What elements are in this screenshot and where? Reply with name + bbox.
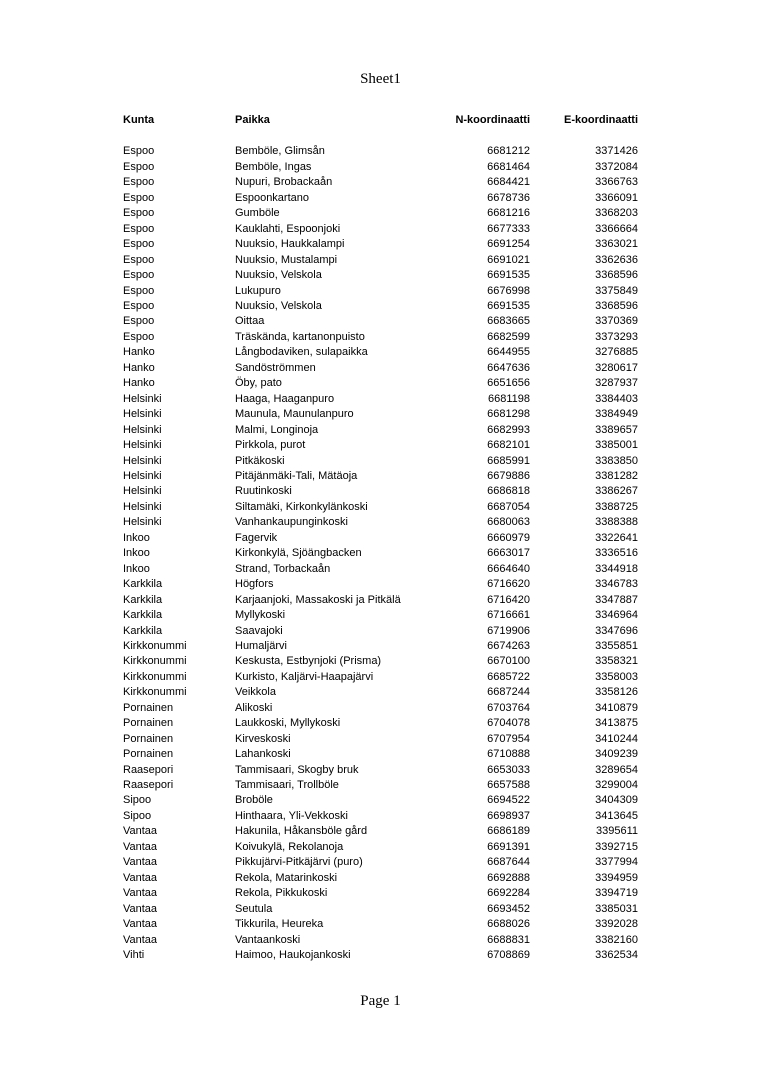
table-row [123,237,638,252]
cell-e_koordinaatti: 3386267 [595,485,638,498]
cell-kunta: Espoo [123,207,155,220]
cell-n_koordinaatti: 6692284 [487,887,530,900]
cell-kunta: Helsinki [123,500,162,513]
cell-n_koordinaatti: 6678736 [487,191,530,204]
cell-paikka: Strand, Torbackaån [235,562,331,575]
table-body [123,144,638,963]
cell-n_koordinaatti: 6684421 [487,176,530,189]
cell-e_koordinaatti: 3395611 [595,825,638,838]
cell-n_koordinaatti: 6681464 [487,160,530,173]
table-row [123,515,638,530]
cell-kunta: Espoo [123,160,155,173]
cell-e_koordinaatti: 3289654 [595,763,638,776]
table-row [123,407,638,422]
cell-paikka: Malmi, Longinoja [235,423,319,436]
cell-e_koordinaatti: 3389657 [595,423,638,436]
table-row [123,160,638,175]
cell-kunta: Pornainen [123,717,174,730]
table-row [123,716,638,731]
cell-kunta: Hanko [123,346,155,359]
cell-n_koordinaatti: 6691254 [487,238,530,251]
cell-n_koordinaatti: 6681198 [487,392,530,405]
table-row [123,840,638,855]
cell-n_koordinaatti: 6691535 [487,299,530,312]
cell-kunta: Helsinki [123,439,162,452]
cell-n_koordinaatti: 6660979 [487,531,530,544]
cell-paikka: Långbodaviken, sulapaikka [235,346,368,359]
cell-paikka: Öby, pato [235,377,282,390]
column-header-paikka: Paikka [235,114,270,126]
cell-paikka: Saavajoki [235,624,283,637]
cell-n_koordinaatti: 6687644 [487,856,530,869]
table-row [123,531,638,546]
table-row [123,809,638,824]
table-row [123,222,638,237]
cell-e_koordinaatti: 3368596 [595,269,638,282]
cell-kunta: Hanko [123,377,155,390]
cell-kunta: Karkkila [123,578,163,591]
cell-e_koordinaatti: 3358321 [595,655,638,668]
table-row [123,685,638,700]
cell-e_koordinaatti: 3358126 [595,686,638,699]
table-row [123,701,638,716]
table-row [123,361,638,376]
table-row [123,376,638,391]
cell-n_koordinaatti: 6691391 [487,840,530,853]
cell-paikka: Nupuri, Brobackaån [235,176,333,189]
cell-paikka: Keskusta, Estbynjoki (Prisma) [235,655,382,668]
cell-n_koordinaatti: 6710888 [487,748,530,761]
cell-paikka: Pikkujärvi-Pitkäjärvi (puro) [235,856,363,869]
cell-paikka: Kurkisto, Kaljärvi-Haapajärvi [235,670,374,683]
cell-paikka: Maunula, Maunulanpuro [235,408,354,421]
table-row [123,639,638,654]
cell-e_koordinaatti: 3384949 [595,408,638,421]
cell-e_koordinaatti: 3377994 [595,856,638,869]
cell-paikka: Alikoski [235,701,273,714]
cell-n_koordinaatti: 6685722 [487,670,530,683]
cell-n_koordinaatti: 6647636 [487,361,530,374]
cell-paikka: Oittaa [235,315,265,328]
cell-kunta: Kirkkonummi [123,655,187,668]
cell-n_koordinaatti: 6694522 [487,794,530,807]
table-row [123,562,638,577]
table-row [123,608,638,623]
table-row [123,175,638,190]
cell-e_koordinaatti: 3392715 [595,840,638,853]
table-row [123,778,638,793]
cell-e_koordinaatti: 3392028 [595,918,638,931]
cell-e_koordinaatti: 3347887 [595,593,638,606]
table-row [123,191,638,206]
cell-e_koordinaatti: 3280617 [595,361,638,374]
cell-n_koordinaatti: 6674263 [487,639,530,652]
cell-n_koordinaatti: 6688831 [487,933,530,946]
cell-kunta: Helsinki [123,392,162,405]
cell-e_koordinaatti: 3413645 [595,809,638,822]
column-header-e_koordinaatti: E-koordinaatti [564,114,638,126]
cell-e_koordinaatti: 3394959 [595,871,638,884]
cell-paikka: Nuuksio, Mustalampi [235,253,338,266]
cell-kunta: Kirkkonummi [123,639,187,652]
table-row [123,886,638,901]
table-row [123,438,638,453]
cell-n_koordinaatti: 6691021 [487,253,530,266]
cell-kunta: Espoo [123,191,155,204]
cell-kunta: Helsinki [123,454,162,467]
cell-e_koordinaatti: 3373293 [595,330,638,343]
cell-kunta: Helsinki [123,423,162,436]
cell-e_koordinaatti: 3346964 [595,609,638,622]
cell-paikka: Kirveskoski [235,732,291,745]
cell-e_koordinaatti: 3362636 [595,253,638,266]
table-row [123,454,638,469]
table-row [123,500,638,515]
cell-kunta: Espoo [123,269,155,282]
cell-n_koordinaatti: 6682993 [487,423,530,436]
cell-e_koordinaatti: 3346783 [595,578,638,591]
cell-kunta: Pornainen [123,732,174,745]
cell-e_koordinaatti: 3366091 [595,191,638,204]
cell-n_koordinaatti: 6676998 [487,284,530,297]
cell-paikka: Lahankoski [235,748,291,761]
cell-kunta: Espoo [123,222,155,235]
cell-e_koordinaatti: 3322641 [595,531,638,544]
cell-paikka: Rekola, Matarinkoski [235,871,338,884]
cell-e_koordinaatti: 3404309 [595,794,638,807]
cell-kunta: Helsinki [123,469,162,482]
cell-paikka: Rekola, Pikkukoski [235,887,328,900]
cell-e_koordinaatti: 3410244 [595,732,638,745]
table-row [123,314,638,329]
cell-n_koordinaatti: 6716661 [487,609,530,622]
cell-e_koordinaatti: 3385001 [595,439,638,452]
cell-e_koordinaatti: 3383850 [595,454,638,467]
cell-kunta: Vantaa [123,871,158,884]
cell-paikka: Pitkäkoski [235,454,285,467]
table-row [123,670,638,685]
cell-paikka: Hakunila, Håkansböle gård [235,825,368,838]
cell-e_koordinaatti: 3409239 [595,748,638,761]
cell-e_koordinaatti: 3347696 [595,624,638,637]
table-row [123,948,638,963]
cell-kunta: Vantaa [123,840,158,853]
cell-e_koordinaatti: 3355851 [595,639,638,652]
cell-e_koordinaatti: 3363021 [595,238,638,251]
cell-paikka: Laukkoski, Myllykoski [235,717,341,730]
cell-paikka: Espoonkartano [235,191,309,204]
sheet-title: Sheet1 [360,71,401,87]
cell-kunta: Inkoo [123,531,150,544]
cell-e_koordinaatti: 3368596 [595,299,638,312]
table-row [123,392,638,407]
table-row [123,345,638,360]
cell-n_koordinaatti: 6681212 [487,145,530,158]
cell-kunta: Kirkkonummi [123,686,187,699]
table-header-row [123,113,638,144]
cell-paikka: Hinthaara, Yli-Vekkoski [235,809,348,822]
cell-n_koordinaatti: 6719906 [487,624,530,637]
table-row [123,577,638,592]
cell-e_koordinaatti: 3336516 [595,547,638,560]
cell-paikka: Bemböle, Ingas [235,160,312,173]
cell-n_koordinaatti: 6687054 [487,500,530,513]
cell-paikka: Ruutinkoski [235,485,292,498]
cell-paikka: Nuuksio, Haukkalampi [235,238,345,251]
table-row [123,933,638,948]
table-row [123,763,638,778]
cell-paikka: Haimoo, Haukojankoski [235,949,351,962]
cell-kunta: Vantaa [123,856,158,869]
table-row [123,268,638,283]
cell-kunta: Espoo [123,284,155,297]
table-row [123,144,638,159]
cell-n_koordinaatti: 6681298 [487,408,530,421]
cell-kunta: Inkoo [123,562,150,575]
table-row [123,917,638,932]
cell-e_koordinaatti: 3413875 [595,717,638,730]
cell-n_koordinaatti: 6682101 [487,439,530,452]
table-row [123,654,638,669]
cell-paikka: Sandöströmmen [235,361,316,374]
cell-paikka: Humaljärvi [235,639,287,652]
cell-kunta: Inkoo [123,547,150,560]
cell-paikka: Träskända, kartanonpuisto [235,330,365,343]
cell-paikka: Pitäjänmäki-Tali, Mätäoja [235,469,358,482]
cell-paikka: Tammisaari, Skogby bruk [235,763,359,776]
cell-e_koordinaatti: 3287937 [595,377,638,390]
table-row [123,593,638,608]
cell-n_koordinaatti: 6664640 [487,562,530,575]
cell-kunta: Vantaa [123,887,158,900]
cell-e_koordinaatti: 3358003 [595,670,638,683]
cell-n_koordinaatti: 6681216 [487,207,530,220]
cell-paikka: Myllykoski [235,609,286,622]
cell-n_koordinaatti: 6680063 [487,516,530,529]
cell-e_koordinaatti: 3382160 [595,933,638,946]
cell-paikka: Tikkurila, Heureka [235,918,324,931]
cell-paikka: Pirkkola, purot [235,439,306,452]
cell-paikka: Gumböle [235,207,280,220]
cell-n_koordinaatti: 6708869 [487,949,530,962]
cell-e_koordinaatti: 3299004 [595,779,638,792]
cell-n_koordinaatti: 6685991 [487,454,530,467]
cell-e_koordinaatti: 3276885 [595,346,638,359]
cell-e_koordinaatti: 3366763 [595,176,638,189]
cell-paikka: Nuuksio, Velskola [235,269,322,282]
cell-paikka: Broböle [235,794,273,807]
table-row [123,299,638,314]
cell-n_koordinaatti: 6679886 [487,469,530,482]
cell-paikka: Kirkonkylä, Sjöängbacken [235,547,362,560]
cell-n_koordinaatti: 6653033 [487,763,530,776]
cell-kunta: Espoo [123,315,155,328]
cell-kunta: Pornainen [123,701,174,714]
cell-n_koordinaatti: 6644955 [487,346,530,359]
cell-kunta: Vihti [123,949,145,962]
table-row [123,284,638,299]
cell-n_koordinaatti: 6651656 [487,377,530,390]
cell-e_koordinaatti: 3370369 [595,315,638,328]
cell-kunta: Vantaa [123,918,158,931]
cell-kunta: Kirkkonummi [123,670,187,683]
cell-e_koordinaatti: 3371426 [595,145,638,158]
cell-paikka: Fagervik [235,531,278,544]
cell-n_koordinaatti: 6703764 [487,701,530,714]
cell-kunta: Karkkila [123,624,163,637]
cell-paikka: Tammisaari, Trollböle [235,779,339,792]
cell-paikka: Nuuksio, Velskola [235,299,322,312]
cell-n_koordinaatti: 6704078 [487,717,530,730]
cell-kunta: Karkkila [123,609,163,622]
cell-kunta: Sipoo [123,794,152,807]
column-header-kunta: Kunta [123,114,155,126]
cell-n_koordinaatti: 6663017 [487,547,530,560]
cell-kunta: Raasepori [123,779,174,792]
page-footer: Page 1 [360,993,401,1009]
cell-n_koordinaatti: 6670100 [487,655,530,668]
cell-kunta: Vantaa [123,825,158,838]
cell-e_koordinaatti: 3388725 [595,500,638,513]
table-row [123,624,638,639]
cell-e_koordinaatti: 3384403 [595,392,638,405]
cell-kunta: Hanko [123,361,155,374]
cell-kunta: Karkkila [123,593,163,606]
cell-n_koordinaatti: 6691535 [487,269,530,282]
cell-kunta: Helsinki [123,485,162,498]
cell-paikka: Lukupuro [235,284,281,297]
cell-kunta: Espoo [123,330,155,343]
cell-kunta: Vantaa [123,902,158,915]
table-row [123,469,638,484]
table-row [123,423,638,438]
cell-paikka: Karjaanjoki, Massakoski ja Pitkälä [235,593,401,606]
cell-kunta: Espoo [123,145,155,158]
table-row [123,484,638,499]
cell-kunta: Helsinki [123,516,162,529]
cell-paikka: Bemböle, Glimsån [235,145,325,158]
cell-paikka: Kauklahti, Espoonjoki [235,222,341,235]
table-row [123,546,638,561]
cell-n_koordinaatti: 6687244 [487,686,530,699]
table-row [123,793,638,808]
table-row [123,747,638,762]
cell-e_koordinaatti: 3344918 [595,562,638,575]
cell-n_koordinaatti: 6686189 [487,825,530,838]
cell-e_koordinaatti: 3410879 [595,701,638,714]
table-row [123,206,638,221]
cell-kunta: Sipoo [123,809,152,822]
cell-e_koordinaatti: 3372084 [595,160,638,173]
cell-n_koordinaatti: 6698937 [487,809,530,822]
cell-e_koordinaatti: 3394719 [595,887,638,900]
cell-e_koordinaatti: 3366664 [595,222,638,235]
cell-e_koordinaatti: 3375849 [595,284,638,297]
cell-paikka: Veikkola [235,686,276,699]
cell-n_koordinaatti: 6707954 [487,732,530,745]
cell-n_koordinaatti: 6692888 [487,871,530,884]
cell-paikka: Siltamäki, Kirkonkylänkoski [235,500,368,513]
table-row [123,902,638,917]
cell-kunta: Espoo [123,238,155,251]
cell-n_koordinaatti: 6686818 [487,485,530,498]
cell-n_koordinaatti: 6688026 [487,918,530,931]
cell-kunta: Espoo [123,253,155,266]
cell-kunta: Pornainen [123,748,174,761]
cell-e_koordinaatti: 3385031 [595,902,638,915]
cell-paikka: Högfors [235,578,274,591]
coordinates-table [123,113,638,963]
cell-paikka: Vanhankaupunginkoski [235,516,348,529]
cell-paikka: Vantaankoski [235,933,301,946]
cell-e_koordinaatti: 3381282 [595,469,638,482]
table-row [123,871,638,886]
table-row [123,732,638,747]
table-row [123,330,638,345]
cell-n_koordinaatti: 6683665 [487,315,530,328]
table-row [123,855,638,870]
table-row [123,253,638,268]
cell-e_koordinaatti: 3362534 [595,949,638,962]
cell-e_koordinaatti: 3388388 [595,516,638,529]
cell-n_koordinaatti: 6682599 [487,330,530,343]
table-row [123,824,638,839]
cell-kunta: Helsinki [123,408,162,421]
cell-paikka: Haaga, Haaganpuro [235,392,335,405]
cell-n_koordinaatti: 6657588 [487,779,530,792]
cell-kunta: Vantaa [123,933,158,946]
cell-kunta: Raasepori [123,763,174,776]
cell-e_koordinaatti: 3368203 [595,207,638,220]
cell-n_koordinaatti: 6693452 [487,902,530,915]
cell-n_koordinaatti: 6677333 [487,222,530,235]
cell-kunta: Espoo [123,176,155,189]
cell-paikka: Koivukylä, Rekolanoja [235,840,344,853]
cell-n_koordinaatti: 6716620 [487,578,530,591]
cell-kunta: Espoo [123,299,155,312]
column-header-n_koordinaatti: N-koordinaatti [455,114,530,126]
cell-n_koordinaatti: 6716420 [487,593,530,606]
cell-paikka: Seutula [235,902,273,915]
